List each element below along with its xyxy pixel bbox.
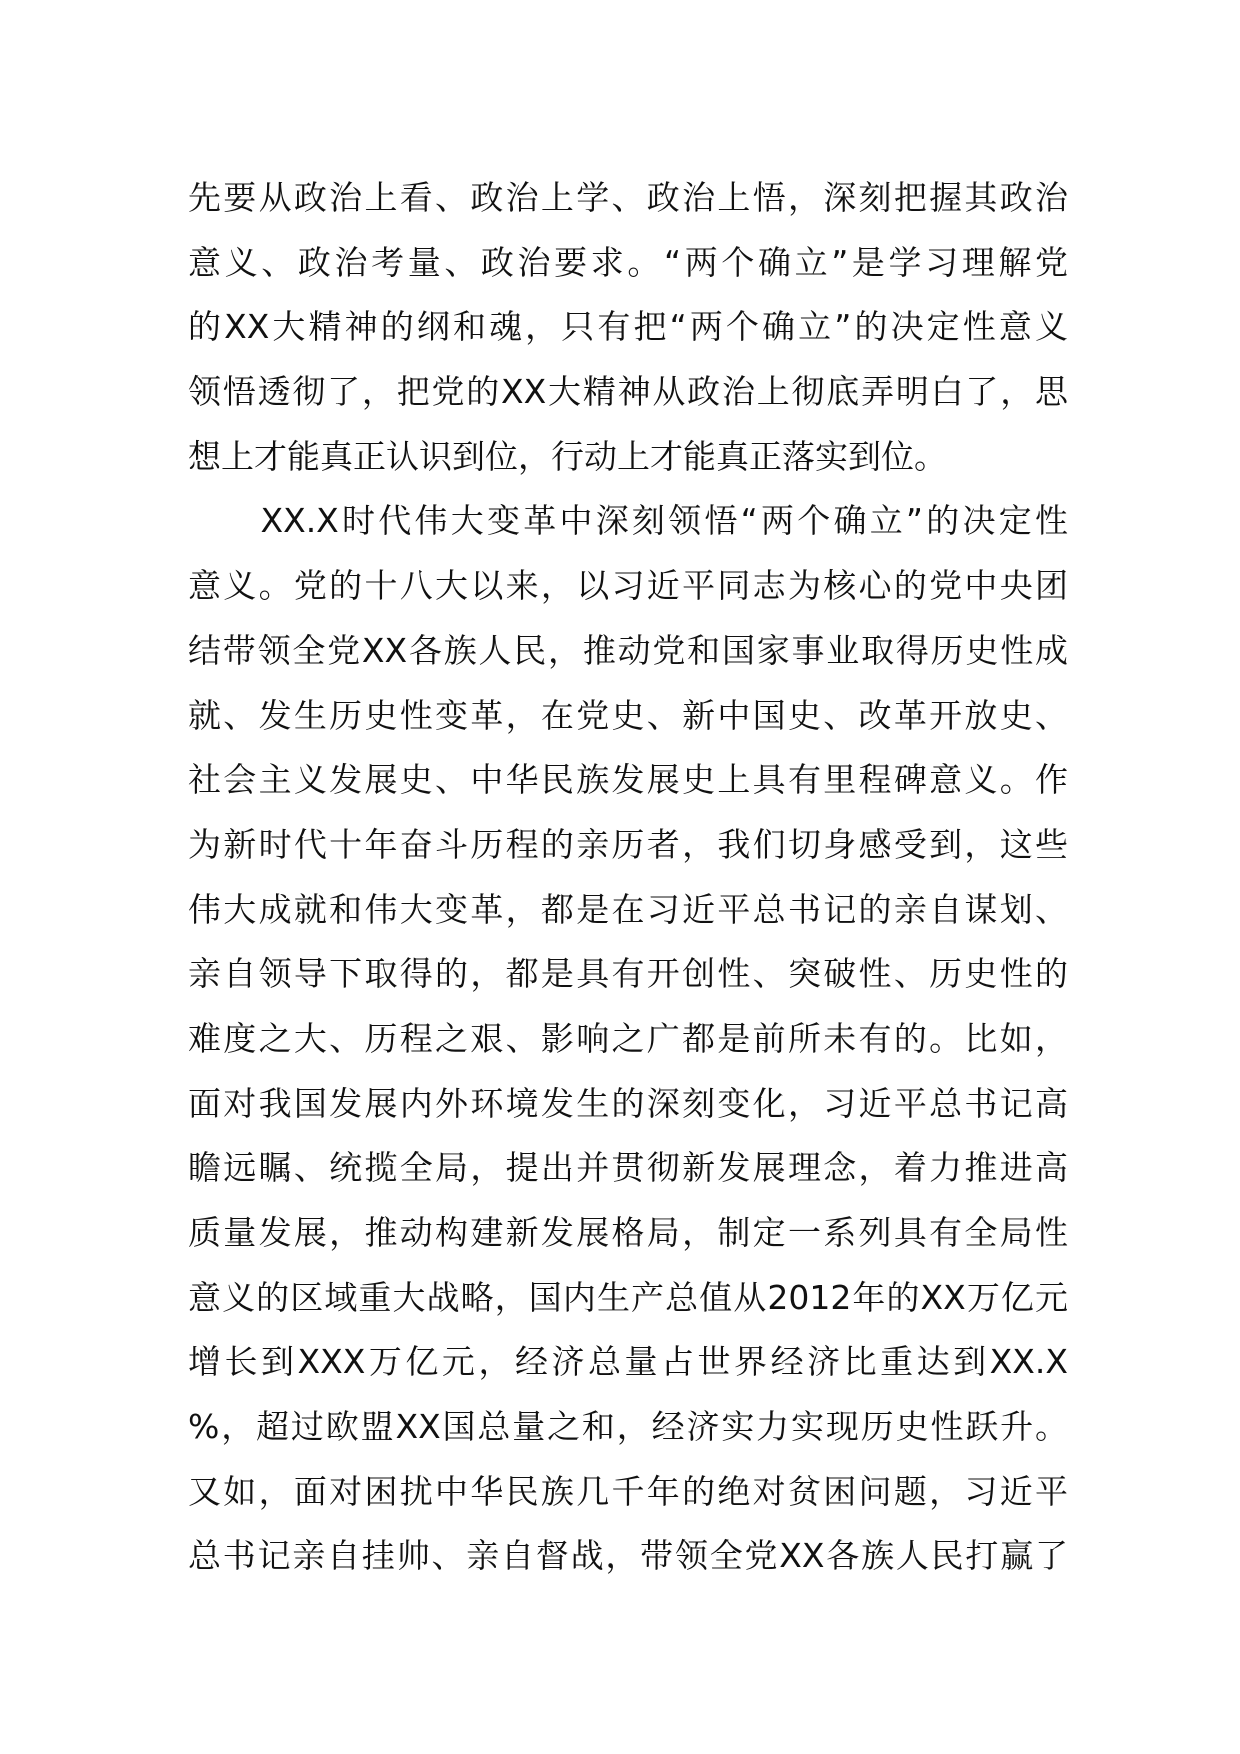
text-line: 增长到XXX万亿元，经济总量占世界经济比重达到XX.X <box>188 1342 1068 1382</box>
text-line: 想上才能真正认识到位，行动上才能真正落实到位。 <box>188 436 947 476</box>
text-line: 亲自领导下取得的，都是具有开创性、突破性、历史性的 <box>188 954 1068 994</box>
text-line: 社会主义发展史、中华民族发展史上具有里程碑意义。作 <box>188 760 1068 800</box>
text-line: 为新时代十年奋斗历程的亲历者，我们切身感受到，这些 <box>188 824 1068 864</box>
text-line: 就、发生历史性变革，在党史、新中国史、改革开放史、 <box>188 695 1068 735</box>
text-line: %，超过欧盟XX国总量之和，经济实力实现历史性跃升。 <box>188 1407 1068 1447</box>
text-line: 伟大成就和伟大变革，都是在习近平总书记的亲自谋划、 <box>188 889 1068 929</box>
text-line: 意义。党的十八大以来，以习近平同志为核心的党中央团 <box>188 566 1068 606</box>
text-line: 又如，面对困扰中华民族几千年的绝对贫困问题，习近平 <box>188 1471 1068 1511</box>
body-text <box>188 166 1068 1589</box>
text-line: XX.X时代伟大变革中深刻领悟“两个确立”的决定性 <box>188 501 1068 541</box>
text-line: 结带领全党XX各族人民，推动党和国家事业取得历史性成 <box>188 630 1068 670</box>
text-line: 瞻远瞩、统揽全局，提出并贯彻新发展理念，着力推进高 <box>188 1148 1068 1188</box>
text-line: 的XX大精神的纲和魂，只有把“两个确立”的决定性意义 <box>188 307 1068 347</box>
text-line: 面对我国发展内外环境发生的深刻变化，习近平总书记高 <box>188 1083 1068 1123</box>
text-line: 先要从政治上看、政治上学、政治上悟，深刻把握其政治 <box>188 178 1068 217</box>
text-line: 意义的区域重大战略，国内生产总值从2012年的XX万亿元 <box>188 1277 1068 1317</box>
text-line: 难度之大、历程之艰、影响之广都是前所未有的。比如， <box>188 1018 1068 1058</box>
text-line: 领悟透彻了，把党的XX大精神从政治上彻底弄明白了，思 <box>188 372 1068 412</box>
text-line: 意义、政治考量、政治要求。“两个确立”是学习理解党 <box>188 242 1068 282</box>
text-line: 质量发展，推动构建新发展格局，制定一系列具有全局性 <box>188 1213 1068 1252</box>
text-line: 总书记亲自挂帅、亲自督战，带领全党XX各族人民打赢了 <box>188 1536 1068 1576</box>
